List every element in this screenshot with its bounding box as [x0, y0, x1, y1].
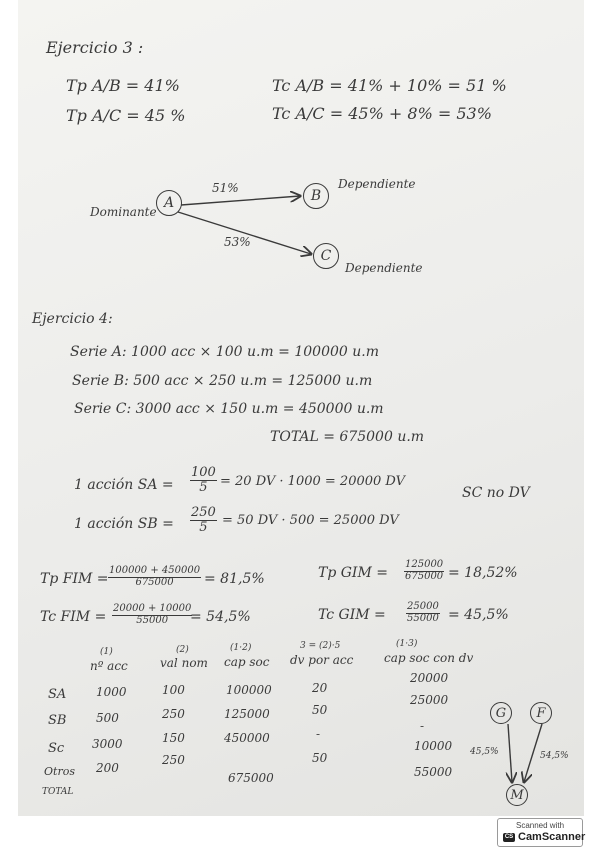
- sb-den: 5: [199, 519, 208, 535]
- header-val-nom: val nom: [160, 656, 208, 670]
- serie-b: Serie B: 500 acc × 250 u.m = 125000 u.m: [72, 373, 373, 389]
- tp-gim-lhs: Tp GIM =: [318, 565, 388, 581]
- cell-sc-val: 150: [162, 731, 185, 745]
- total-cap-soc: 675000: [228, 771, 274, 785]
- arrow-a-c: [178, 212, 311, 254]
- cell-sa-acc: 1000: [96, 685, 127, 699]
- node-b: B: [303, 183, 329, 209]
- tp-gim-den: 675000: [405, 570, 444, 582]
- pct-a-to-c: 53%: [224, 235, 251, 249]
- cell-sc-acc: 3000: [92, 737, 123, 751]
- sc-note: SC no DV: [462, 485, 530, 501]
- cell-sa-capdv: 20000: [410, 671, 449, 685]
- header-cap-soc: cap soc: [224, 655, 270, 669]
- sb-fraction: [190, 506, 217, 534]
- tp-fim-rhs: = 81,5%: [204, 571, 265, 587]
- ej3-tp-ac: Tp A/C = 45 %: [66, 106, 186, 125]
- pct-a-to-b: 51%: [212, 181, 239, 195]
- ej3-tp-ab: Tp A/B = 41%: [66, 76, 180, 95]
- tc-gim-fraction: [406, 602, 440, 624]
- tp-gim-num: 125000: [405, 559, 444, 570]
- sa-fraction: [190, 466, 217, 494]
- ej4-title: Ejercicio 4:: [32, 311, 113, 327]
- cell-otros-dv: 50: [312, 751, 328, 765]
- total-cap-soc-dv: 55000: [414, 765, 453, 779]
- cell-sa-cap: 100000: [226, 683, 272, 697]
- serie-a: Serie A: 1000 acc × 100 u.m = 100000 u.m: [70, 344, 379, 360]
- cell-otros-capdv: 10000: [414, 739, 453, 753]
- serie-c: Serie C: 3000 acc × 150 u.m = 450000 u.m: [74, 401, 384, 417]
- pct-g-to-m: 45,5%: [470, 747, 499, 757]
- tp-fim-lhs: Tp FIM =: [40, 571, 109, 587]
- sb-num: 250: [191, 505, 216, 520]
- cell-sb-capdv: 25000: [410, 693, 449, 707]
- col-idx-1: (1): [100, 647, 113, 657]
- sb-rhs: = 50 DV · 500 = 25000 DV: [222, 513, 399, 528]
- tc-fim-num: 20000 + 10000: [113, 603, 192, 614]
- header-cap-soc-con-dv: cap soc con dv: [384, 651, 474, 665]
- pct-f-to-m: 54,5%: [540, 751, 569, 761]
- camscanner-logo-icon: CS: [504, 834, 514, 840]
- dependiente-c: Dependiente: [345, 261, 423, 275]
- row-label-sa: SA: [48, 687, 67, 702]
- tc-fim-rhs: = 54,5%: [190, 609, 251, 625]
- node-f: F: [530, 702, 552, 724]
- cell-otros-val: 250: [162, 753, 185, 767]
- cell-sb-acc: 500: [96, 711, 119, 725]
- row-label-total: TOTAL: [42, 787, 74, 797]
- tc-gim-rhs: = 45,5%: [448, 607, 509, 623]
- camscanner-brand: CamScanner: [518, 831, 586, 843]
- arrow-g-m: [508, 724, 512, 782]
- col-idx-4: 3 = (2)·5: [300, 641, 341, 651]
- ej3-tc-ab: Tc A/B = 41% + 10% = 51 %: [272, 76, 507, 95]
- tc-gim-lhs: Tc GIM =: [318, 607, 386, 623]
- ej3-title: Ejercicio 3 :: [46, 38, 144, 57]
- tp-gim-fraction: [404, 560, 444, 582]
- dependiente-b: Dependiente: [338, 177, 416, 191]
- tc-fim-den: 55000: [136, 614, 169, 626]
- sb-lhs: 1 acción SB =: [74, 516, 174, 532]
- node-c: C: [313, 243, 339, 269]
- sa-den: 5: [199, 479, 208, 495]
- cell-otros-acc: 200: [96, 761, 119, 775]
- sa-num: 100: [191, 465, 216, 480]
- tp-gim-rhs: = 18,52%: [448, 565, 518, 581]
- scanned-with-text: Scanned with: [515, 821, 565, 830]
- row-label-sb: SB: [48, 713, 67, 728]
- tp-fim-num: 100000 + 450000: [109, 565, 201, 576]
- total: TOTAL = 675000 u.m: [270, 429, 425, 445]
- tc-fim-fraction: [112, 604, 192, 626]
- sa-lhs: 1 acción SA =: [74, 477, 174, 493]
- cell-sa-val: 100: [162, 683, 185, 697]
- cell-sb-cap: 125000: [224, 707, 270, 721]
- col-idx-5: (1·3): [396, 639, 418, 649]
- dominante-label: Dominante: [90, 205, 157, 219]
- cell-sc-capdv: -: [420, 719, 425, 733]
- tp-fim-fraction: [108, 566, 201, 588]
- camscanner-watermark: [497, 818, 586, 847]
- row-label-otros: Otros: [44, 765, 75, 778]
- sa-rhs: = 20 DV · 1000 = 20000 DV: [220, 474, 405, 489]
- ej3-tc-ac: Tc A/C = 45% + 8% = 53%: [272, 104, 492, 123]
- col-idx-3: (1·2): [230, 643, 252, 653]
- tp-fim-den: 675000: [135, 576, 174, 588]
- row-label-sc: Sc: [48, 741, 65, 756]
- node-g: G: [490, 702, 512, 724]
- cell-sb-dv: 50: [312, 703, 328, 717]
- cell-sb-val: 250: [162, 707, 185, 721]
- node-m: M: [506, 784, 528, 806]
- tc-gim-den: 55000: [407, 612, 439, 624]
- header-dv-por-acc: dv por acc: [290, 653, 354, 667]
- tc-gim-num: 25000: [407, 601, 439, 612]
- cell-sc-cap: 450000: [224, 731, 270, 745]
- cell-sc-dv: -: [316, 727, 321, 741]
- header-n-acc: nº acc: [90, 659, 128, 673]
- arrow-a-b: [181, 196, 300, 205]
- cell-sa-dv: 20: [312, 681, 328, 695]
- tc-fim-lhs: Tc FIM =: [40, 609, 107, 625]
- node-a: A: [156, 190, 182, 216]
- col-idx-2: (2): [176, 645, 189, 655]
